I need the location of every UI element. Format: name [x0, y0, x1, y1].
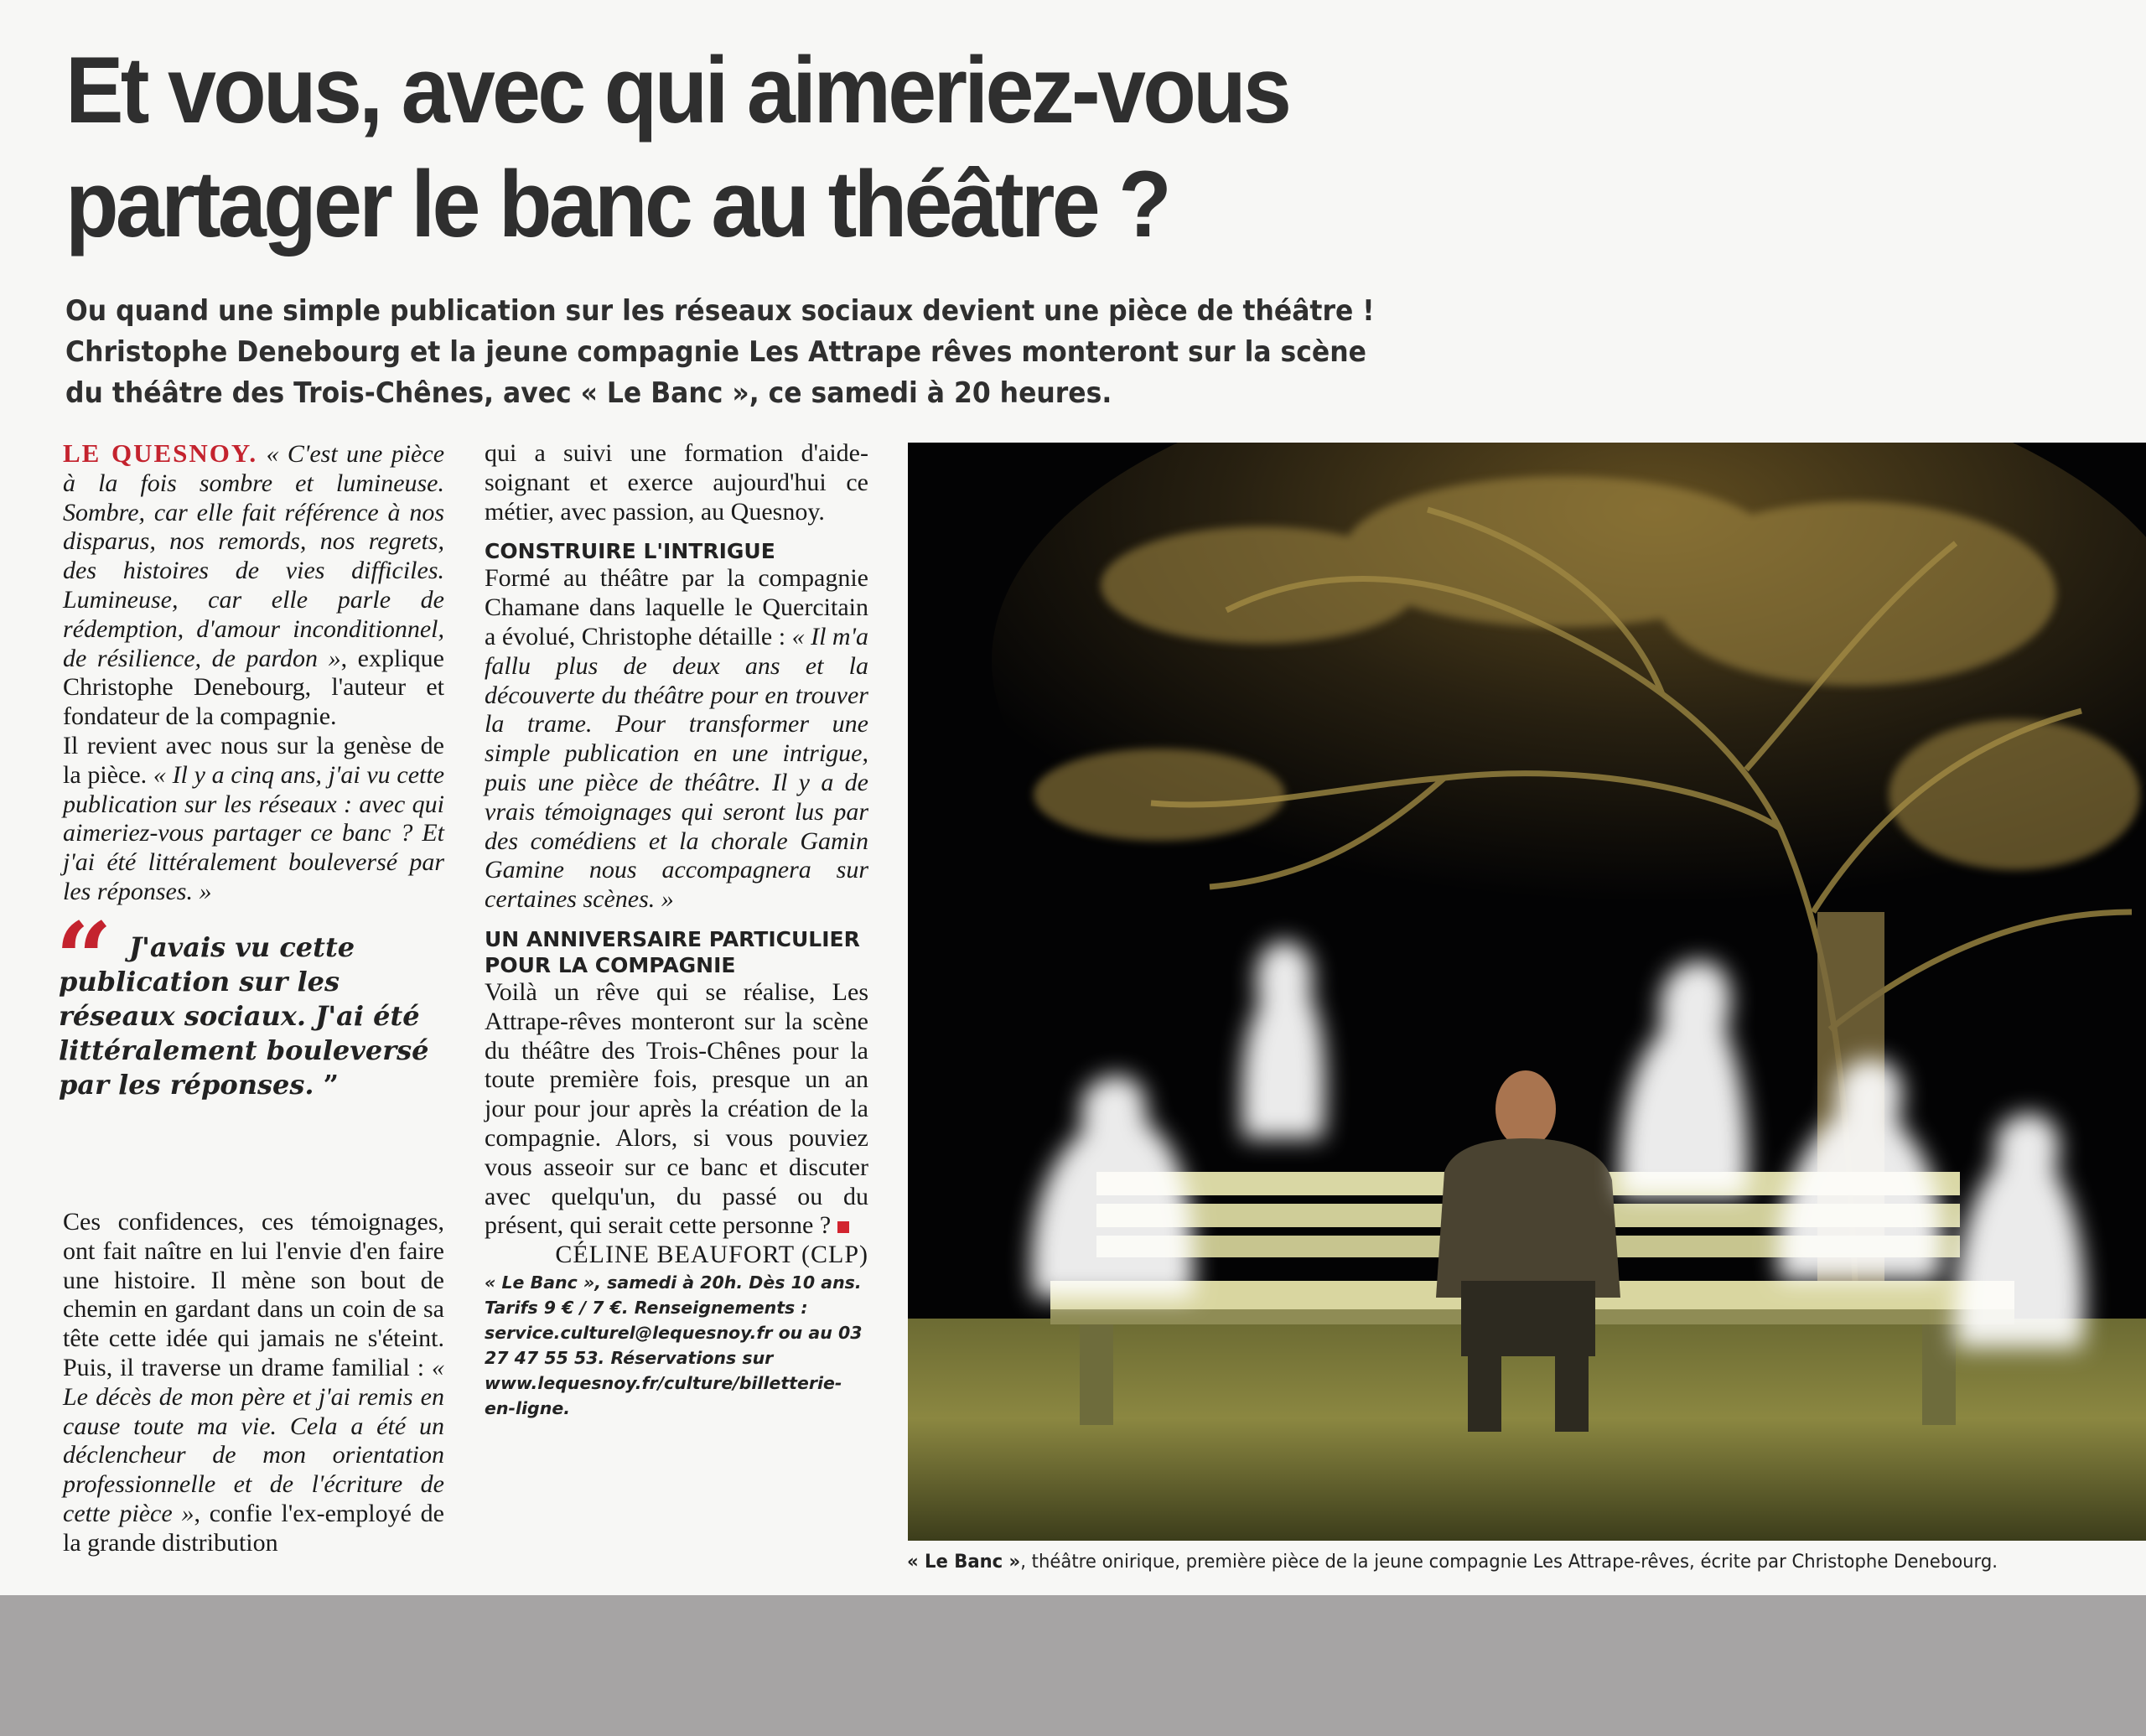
- article-photo: [908, 443, 2146, 1541]
- paragraph-intro: [63, 439, 444, 732]
- intro-attribution: , explique Christophe Denebourg, l'auteur et fondateur de la compagnie.: [63, 644, 444, 731]
- subhead-intrigue: CONSTRUIRE L'INTRIGUE: [485, 539, 775, 564]
- caption-title: « Le Banc »: [907, 1551, 1021, 1573]
- quote-mark-icon: “: [55, 900, 112, 1017]
- column-1-bottom: [63, 1208, 444, 1558]
- caption-text: , théâtre onirique, première pièce de la jeune compagnie Les Attrape-rêves, écrite par Christophe Denebourg.: [1020, 1551, 1998, 1573]
- pull-quote: [55, 900, 444, 1102]
- quote-close-mark: ”: [323, 1069, 340, 1101]
- column-1: [63, 439, 444, 907]
- headline: [65, 34, 1391, 262]
- subhead-anniversary: UN ANNIVERSAIRE PARTICULIER POUR LA COMPAGNIE: [485, 926, 860, 977]
- intro-quote: « C'est une pièce à la fois sombre et lumineuse. Sombre, car elle fait référence à nos disparus, nos remords, nos regrets, des histoires de vies difficiles. Lumineuse, car elle parle de rédemption, d'amour inconditionnel, de résilience, de pardon »: [63, 440, 445, 672]
- genesis-quote: « Il y a cinq ans, j'ai vu cette publication sur les réseaux : avec qui aimeriez-vous partager ce banc ? Et j'ai été littéralement bouleversé par les réponses. »: [63, 760, 445, 905]
- paragraph-anniversary: Voilà un rêve qui se réalise, Les Attrape-rêves monteront sur la scène du théâtre des Trois-Chênes pour la toute première fois, presque un an jour pour jour après la création de la compagnie. Alors, si vous pouviez vous asseoir sur ce banc et discuter avec quelqu'un, du passé ou du présent, qui serait cette personne ?: [485, 977, 868, 1240]
- paragraph-genesis: Il revient avec nous sur la genèse de la pièce. « Il y a cinq ans, j'ai vu cette publication sur les réseaux : avec qui aimeriez-vous partager ce banc ? Et j'ai été littéralement bouleversé par les réponses. »: [63, 731, 445, 905]
- headline-line-2: partager le banc au théâtre ?: [65, 152, 1169, 257]
- article-lead: Ou quand une simple publication sur les réseaux sociaux devient une pièce de théâtre ! Christophe Denebourg et la jeune compagnie Les Attrape rêves monteront sur la scène du théâtre des Trois-Chênes, avec « Le Banc », ce samedi à 20 heures.: [65, 294, 1375, 410]
- headline-line-1: Et vous, avec qui aimeriez-vous: [65, 38, 1289, 143]
- byline: CÉLINE BEAUFORT (CLP): [555, 1241, 868, 1269]
- bench-ghosts-illustration: [908, 443, 2146, 1541]
- photo-caption: [907, 1549, 2066, 1574]
- column-2: [485, 439, 868, 1421]
- drama-quote: « Le décès de mon père et j'ai remis en cause toute ma vie. Cela a été un déclencheur de mon orientation professionnelle et de l'écriture de cette pièce »: [63, 1353, 444, 1527]
- paragraph-drama: Ces confidences, ces témoignages, ont fait naître en lui l'envie d'en faire une histoire. Il mène son bout de chemin en gardant dans un coin de sa tête cette idée qui jamais ne s'éteint. Puis, il traverse un drame familial : « Le décès de mon père et j'ai remis en cause toute ma vie. Cela a été un déclencheur de mon orientation professionnelle et de l'écriture de cette pièce », confie l'ex-employé de la grande distribution: [63, 1208, 444, 1557]
- paragraph-continuation: qui a suivi une formation d'aide-soignant et exerce aujourd'hui ce métier, avec passion, au Quesnoy.: [485, 439, 868, 526]
- practical-info: « Le Banc », samedi à 20h. Dès 10 ans. Tarifs 9 € / 7 €. Renseignements : service.culturel@lequesnoy.fr ou au 03 27 47 55 53. Réservations sur www.lequesnoy.fr/culture/billetterie-en-ligne.: [485, 1272, 863, 1418]
- end-mark-icon: [837, 1221, 849, 1233]
- paragraph-intrigue: Formé au théâtre par la compagnie Chamane dans laquelle le Quercitain a évolué, Christophe détaille : « Il m'a fallu plus de deux ans et la découverte du théâtre pour en trouver la trame. Pour transformer une simple publication en une intrigue, puis une pièce de théâtre. Il y a de vrais témoignages qui seront lus par des comédiens et la chorale Gamin Gamine nous accompagnera sur certaines scènes. »: [485, 564, 869, 914]
- dateline-place: LE QUESNOY.: [63, 438, 258, 468]
- pull-quote-text: J'avais vu cette publication sur les réseaux sociaux. J'ai été littéralement bouleversé par les réponses. ”: [59, 931, 429, 1101]
- intrigue-quote: « Il m'a fallu plus de deux ans et la découverte du théâtre pour en trouver la trame. Pour transformer une simple publication en une intrigue, puis une pièce de théâtre. Il y a de vrais témoignages qui seront lus par des comédiens et la chorale Gamin Gamine nous accompagnera sur certaines scènes. »: [485, 622, 869, 914]
